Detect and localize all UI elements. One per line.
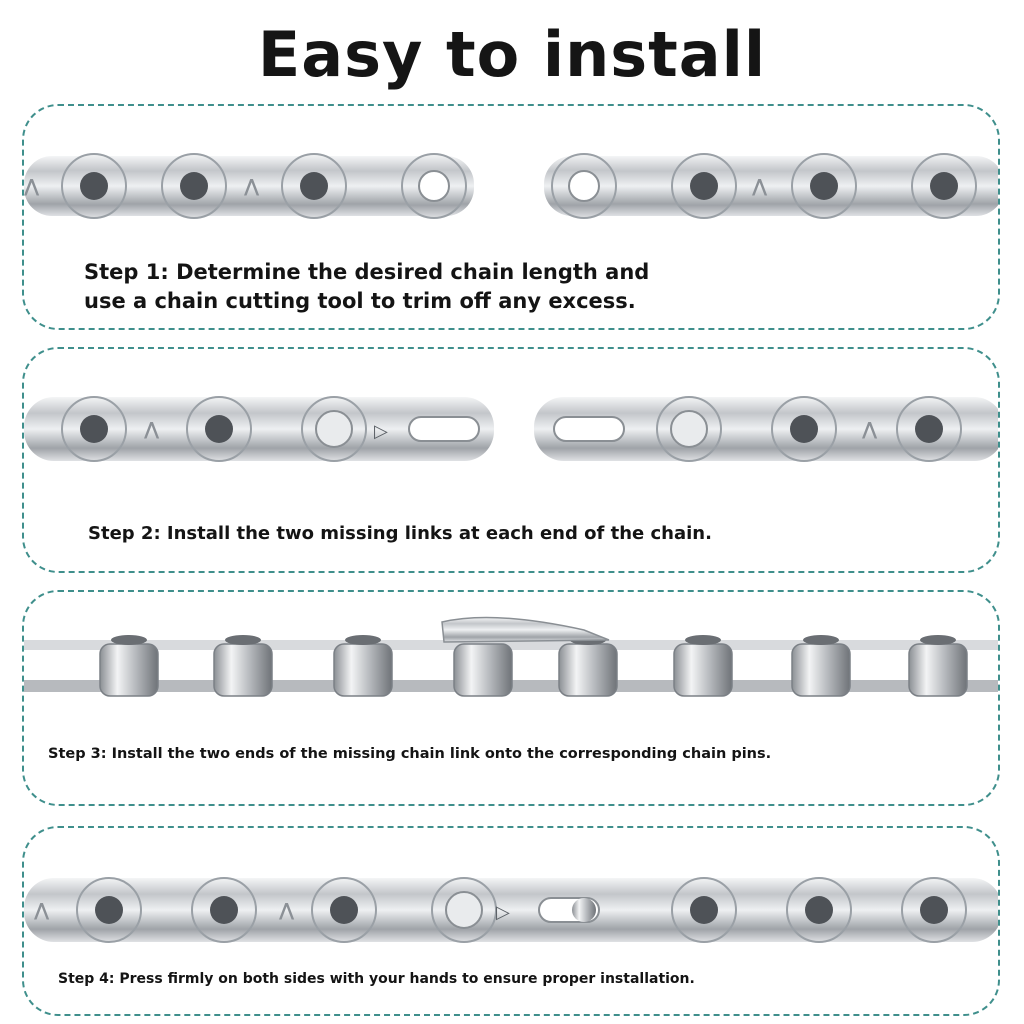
step-1-panel [22,104,1000,330]
step-2-text: Step 2: Install the two missing links at each end of the chain. [88,523,712,544]
step-1-text-line-2: use a chain cutting tool to trim off any excess. [84,289,636,313]
step-1-text-line-1: Step 1: Determine the desired chain length and [84,260,650,284]
step-3-panel [22,590,1000,806]
chain-installed-image [24,828,1000,968]
chain-cut-image [24,106,1000,256]
chain-links-image [24,349,1000,499]
svg-text:⋀: ⋀ [862,419,878,440]
step-4-text: Step 4: Press firmly on both sides with your hands to ensure proper installation. [58,971,695,987]
svg-text:⋀: ⋀ [144,419,160,440]
step-4-panel [22,826,1000,1016]
step-3-text: Step 3: Install the two ends of the missing chain link onto the corresponding chain pins. [48,746,772,762]
svg-text:▷: ▷ [374,421,388,442]
svg-text:▷: ▷ [496,902,510,923]
svg-text:⋀: ⋀ [752,176,768,197]
svg-text:⋀: ⋀ [244,176,260,197]
svg-text:⋀: ⋀ [279,900,295,921]
svg-text:⋀: ⋀ [24,176,40,197]
chain-side-image [24,592,1000,742]
step-2-panel [22,347,1000,573]
svg-text:⋀: ⋀ [34,900,50,921]
page-title: Easy to install [257,18,767,91]
